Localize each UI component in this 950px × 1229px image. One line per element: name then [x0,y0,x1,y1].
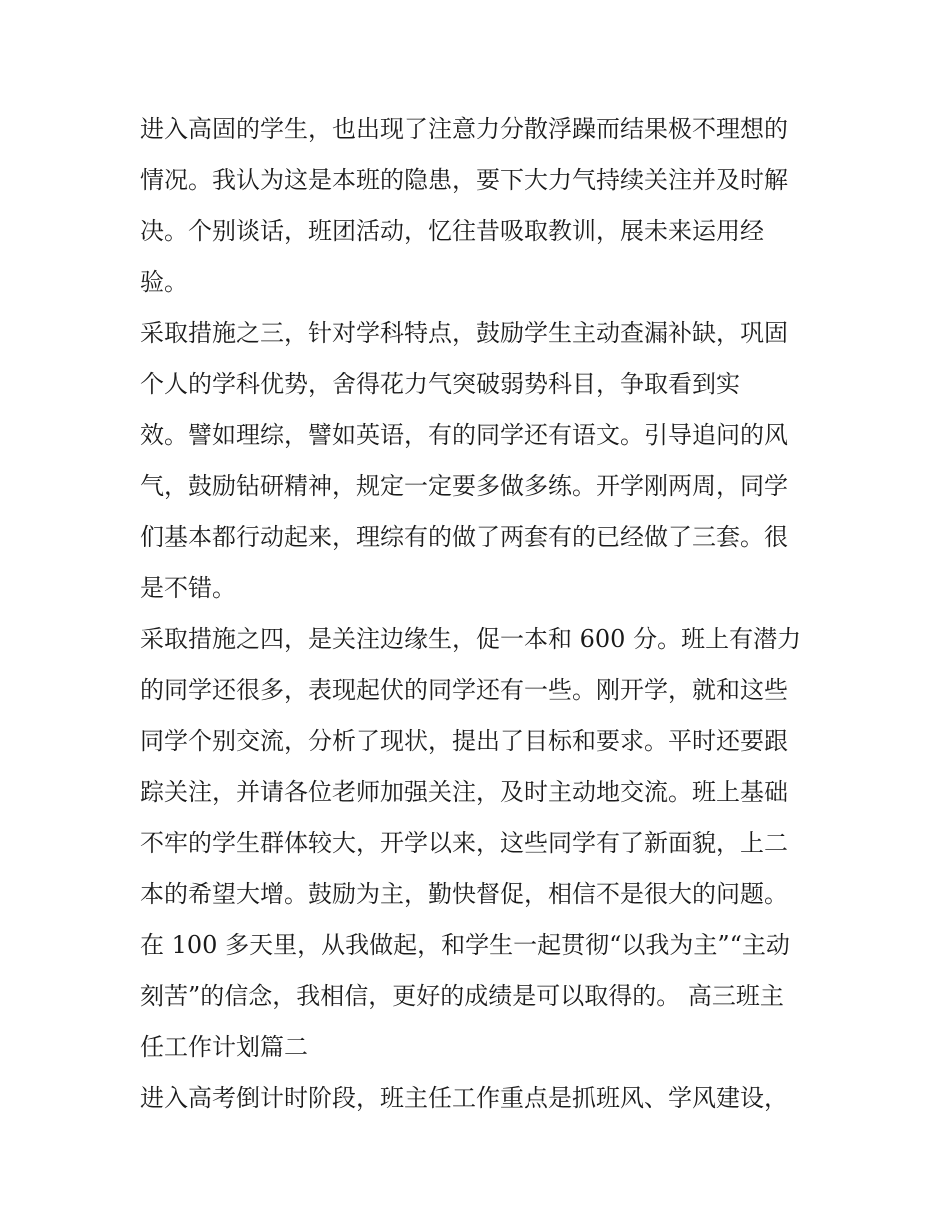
text-line: 气，鼓励钻研精神，规定一定要多做多练。开学刚两周，同学 [140,472,788,500]
text-line: 情况。我认为这是本班的隐患，要下大力气持续关注并及时解 [140,166,788,194]
text-line: 们基本都行动起来，理综有的做了两套有的已经做了三套。很 [140,523,788,551]
text-line: 的同学还很多，表现起伏的同学还有一些。刚开学，就和这些 [140,676,788,704]
text-line: 本的希望大增。鼓励为主，勤快督促，相信不是很大的问题。 [140,880,788,908]
text-line: 任工作计划篇二 [140,1033,308,1061]
text-line: 是不错。 [140,574,236,602]
body-text [140,104,820,1124]
text-line: 同学个别交流，分析了现状，提出了目标和要求。平时还要跟 [140,727,788,755]
text-line: 个人的学科优势，舍得花力气突破弱势科目，争取看到实 [140,370,740,398]
text-line: 决。个别谈话，班团活动，忆往昔吸取教训，展未来运用经 [140,217,764,245]
text-line: 踪关注，并请各位老师加强关注，及时主动地交流。班上基础 [140,778,788,806]
text-line: 不牢的学生群体较大，开学以来，这些同学有了新面貌，上二 [140,829,788,857]
text-line: 刻苦”的信念，我相信，更好的成绩是可以取得的。 高三班主 [140,982,784,1010]
text-line: 采取措施之四，是关注边缘生，促一本和 600 分。班上有潜力 [140,625,802,653]
text-line: 在 100 多天里，从我做起，和学生一起贯彻“以我为主”“主动 [140,931,790,959]
text-line: 进入高考倒计时阶段，班主任工作重点是抓班风、学风建设， [140,1084,788,1112]
text-line: 效。譬如理综，譬如英语，有的同学还有语文。引导追问的风 [140,421,788,449]
text-line: 采取措施之三，针对学科特点，鼓励学生主动查漏补缺，巩固 [140,319,788,347]
text-line: 进入高固的学生，也出现了注意力分散浮躁而结果极不理想的 [140,115,788,143]
text-line: 验。 [140,268,188,296]
